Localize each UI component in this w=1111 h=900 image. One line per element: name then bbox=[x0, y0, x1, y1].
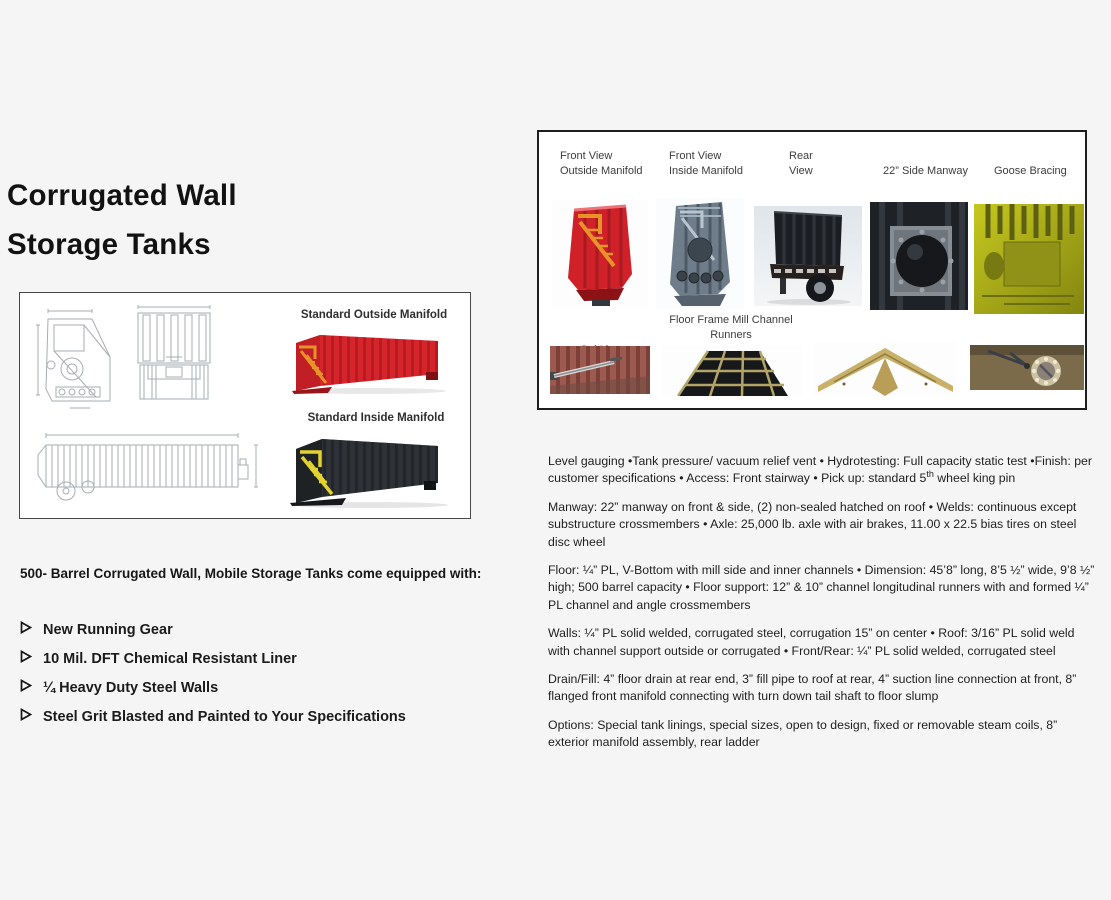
feature-item-label: 10 Mil. DFT Chemical Resistant Liner bbox=[43, 650, 297, 667]
arrowhead-right-icon bbox=[20, 708, 43, 725]
gallery-label-line: Front View bbox=[669, 150, 722, 162]
page-title-line2: Storage Tanks bbox=[7, 227, 211, 261]
gallery-photo-rear-view bbox=[754, 206, 862, 306]
spec-paragraph: Manway: 22” manway on front & side, (2) non-sealed hatched on roof • Welds: continuous except substructure crossmembers • Axle: 25,000 lb. axle with air brakes, 11.00 x 22.5 bias tires on steel disc wheel bbox=[548, 499, 1077, 549]
spec-paragraph: Walls: ¼” PL solid welded, corrugated steel, corrugation 15” on center • Roof: 3/16” PL solid weld with channel support outside or corrugated • Front/Rear: ¼” PL solid welded, corrugated steel bbox=[548, 626, 1075, 658]
side-elevation-drawing bbox=[32, 429, 270, 507]
gallery-label-line: View bbox=[789, 165, 813, 177]
gallery-photo-v-bottom-floor bbox=[814, 342, 957, 396]
rear-elevation-drawing bbox=[126, 303, 222, 411]
spec-paragraphs bbox=[548, 453, 1096, 763]
gallery-photo-goose-bracing bbox=[974, 204, 1084, 314]
gallery-label-line bbox=[883, 149, 968, 164]
gallery-label-rear-view bbox=[789, 149, 813, 179]
red-tank-render bbox=[286, 322, 460, 394]
gallery-label-line: Goose Bracing bbox=[994, 165, 1067, 177]
gallery-label-line: 22” Side Manway bbox=[883, 165, 968, 177]
dark-tank-render bbox=[286, 425, 460, 509]
gallery-photo-gel-line bbox=[550, 346, 650, 394]
gallery-label-line bbox=[970, 328, 1084, 343]
gallery-label-line: Rear bbox=[789, 150, 813, 162]
gallery-photo-rear-drain bbox=[970, 345, 1084, 390]
spec-paragraph: Options: Special tank linings, special sizes, open to design, fixed or removable steam coils, 8” exterior manifold assembly, rear ladder bbox=[548, 717, 1058, 750]
feature-item-label: New Running Gear bbox=[43, 621, 173, 638]
gallery-label-side-manway bbox=[883, 149, 968, 179]
gallery-photo-side-manway bbox=[870, 202, 968, 310]
gallery-label-line bbox=[994, 149, 1067, 164]
feature-item-label: ¼ Heavy Duty Steel Walls bbox=[43, 679, 219, 696]
gallery-label-goose-bracing bbox=[994, 149, 1067, 179]
gallery-label-line: Inside Manifold bbox=[669, 165, 743, 177]
gallery-label-line bbox=[550, 328, 650, 343]
feature-item bbox=[20, 702, 406, 731]
spec-paragraph: Drain/Fill: 4” floor drain at rear end, 3” fill pipe to roof at rear, 4” suction line connection at front, 8” flanged front manifold connecting with turn down tail shaft to floor slump bbox=[548, 672, 1077, 704]
gallery-label-line: Runners bbox=[710, 329, 752, 341]
feature-item bbox=[20, 673, 406, 702]
spec-paragraph: Level gauging •Tank pressure/ vacuum relief vent • Hydrotesting: Full capacity static test •Finish: per customer specifications • Access: Front stairway • Pick up: standard 5th wheel king pin bbox=[548, 454, 1092, 486]
feature-item-label: Steel Grit Blasted and Painted to Your Specifications bbox=[43, 708, 406, 725]
arrowhead-right-icon bbox=[20, 650, 43, 667]
gallery-label-front-view-inside-manifold bbox=[669, 149, 743, 179]
photo-gallery-panel bbox=[537, 130, 1087, 410]
outside-manifold-label: Standard Outside Manifold bbox=[300, 309, 448, 321]
spec-paragraph: Floor: ¼” PL, V-Bottom with mill side and inner channels • Dimension: 45’8” long, 8’5 ½” wide, 9’8 ½” high; 500 barrel capacity • Floor support: 12” & 10” channel longitudinal runners with and formed ¼” PL channel and angle crossmembers bbox=[548, 563, 1095, 612]
gallery-label-line: Outside Manifold bbox=[560, 165, 643, 177]
gallery-label-front-view-outside-manifold bbox=[560, 149, 643, 179]
gallery-photo-front-view-inside-manifold bbox=[656, 198, 744, 310]
front-elevation-drawing bbox=[34, 305, 126, 417]
gallery-photo-front-view-outside-manifold bbox=[552, 200, 649, 308]
page-title-line1: Corrugated Wall bbox=[7, 179, 237, 212]
arrowhead-right-icon bbox=[20, 679, 43, 696]
feature-item bbox=[20, 644, 406, 673]
gallery-label-floor-frame-runners bbox=[656, 313, 806, 343]
tank-drawings-figure bbox=[19, 292, 471, 519]
feature-item bbox=[20, 615, 406, 644]
equipment-intro: 500- Barrel Corrugated Wall, Mobile Storage Tanks come equipped with: bbox=[20, 566, 482, 581]
gallery-label-line bbox=[814, 328, 957, 343]
page-title bbox=[7, 172, 237, 269]
arrowhead-right-icon bbox=[20, 621, 43, 638]
gallery-label-line: Front View bbox=[560, 150, 613, 162]
gallery-label-line: Floor Frame Mill Channel bbox=[669, 314, 793, 326]
gallery-photo-floor-frame-runners bbox=[662, 345, 802, 396]
inside-manifold-label: Standard Inside Manifold bbox=[307, 412, 445, 424]
equipment-feature-list bbox=[20, 615, 406, 731]
